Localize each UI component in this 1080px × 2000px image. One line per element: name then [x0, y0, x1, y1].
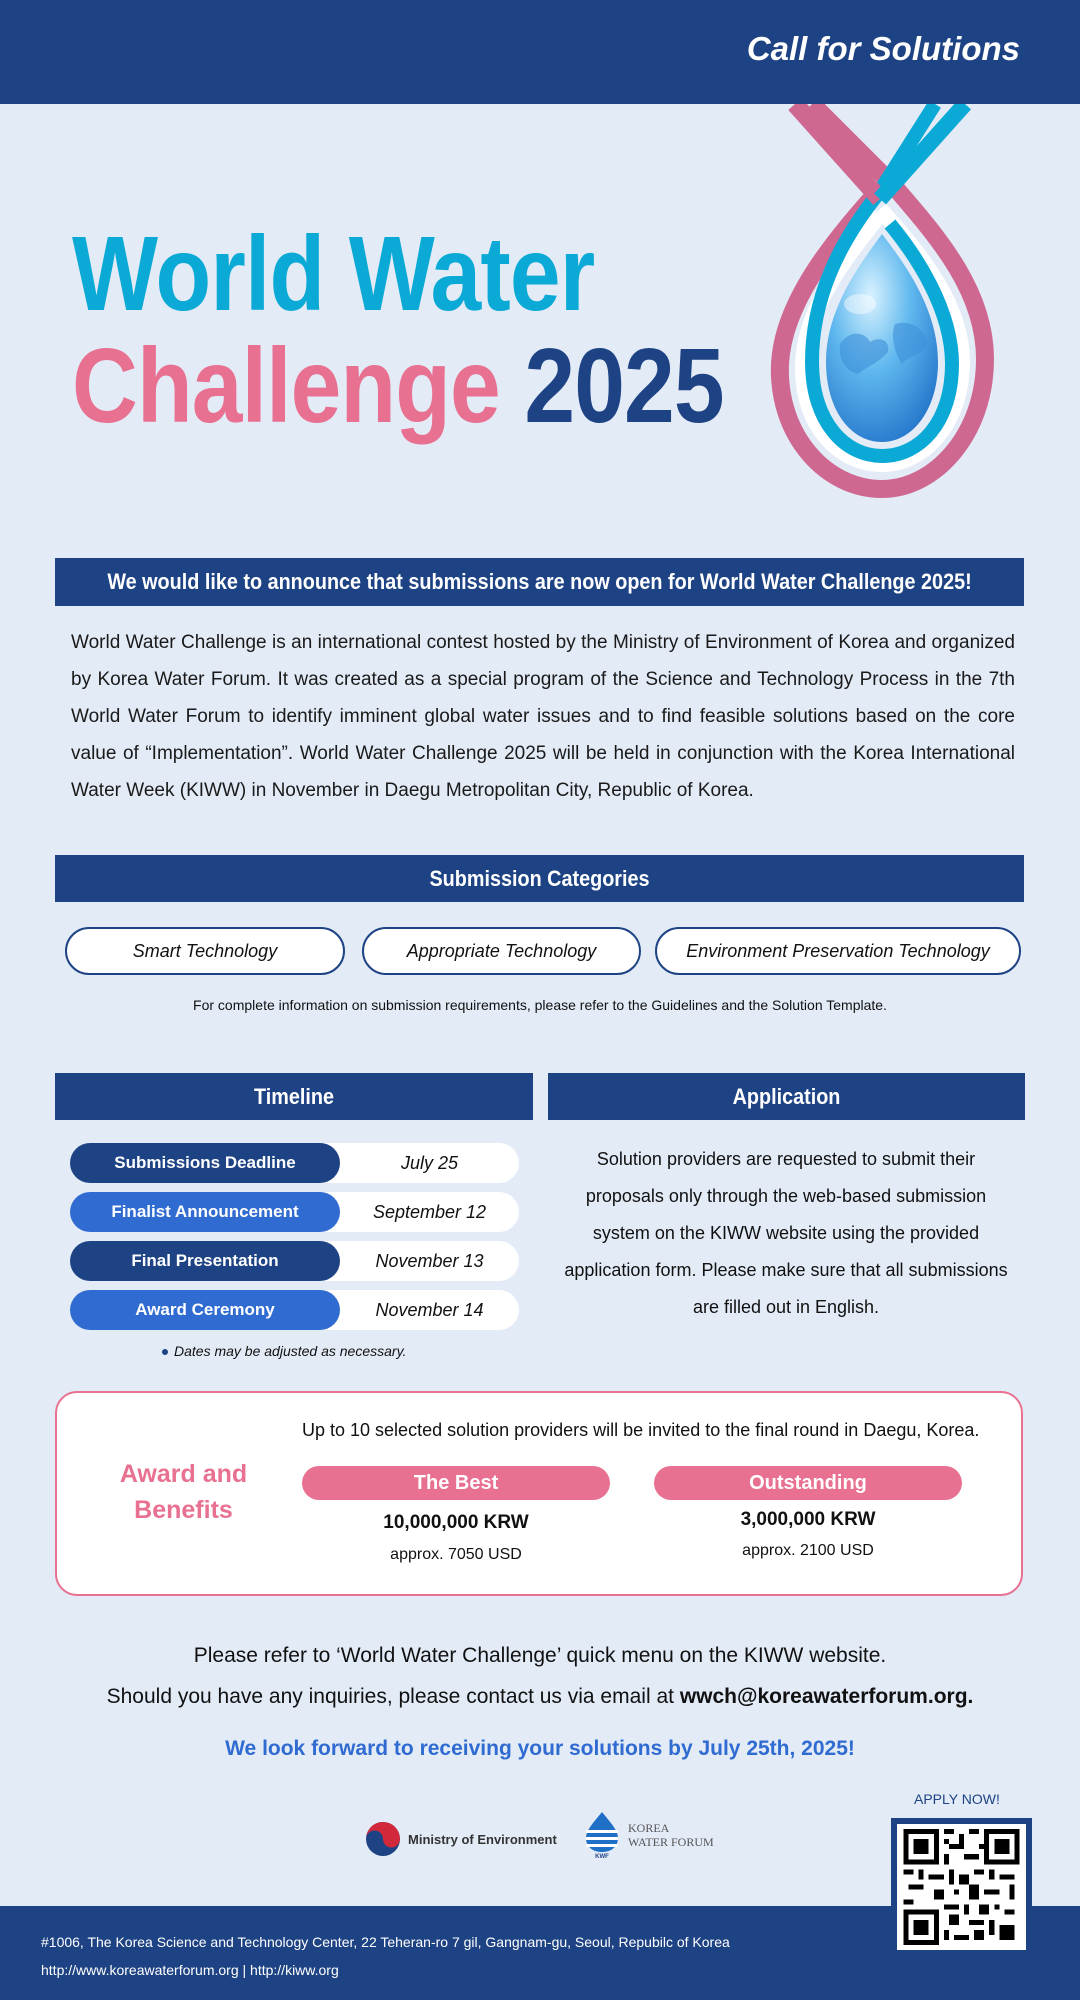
prize-amount: 3,000,000 KRW	[740, 1509, 876, 1530]
application-text: Solution providers are requested to submit their proposals only through the web-based submission system on the KIWW website using the provided application form. Please make sure that all submissions are filled out in English.	[564, 1149, 1008, 1317]
look-forward-text: We look forward to receiving your solutions by July 25th, 2025!	[225, 1737, 855, 1760]
categories-note: For complete information on submission requirements, please refer to the Guidelines and the Solution Template.	[193, 997, 887, 1013]
prize-usd: approx. 7050 USD	[390, 1546, 522, 1563]
timeline-date: September 12	[372, 1201, 487, 1222]
korea-water-forum-logo	[584, 1810, 714, 1860]
hero-title	[72, 215, 724, 445]
timeline-row	[70, 1290, 519, 1330]
prize-badge-best: The Best	[302, 1466, 610, 1500]
categories-heading-bar	[55, 855, 1024, 902]
timeline-date: July 25	[400, 1152, 459, 1173]
timeline-label: Final Presentation	[70, 1241, 340, 1281]
timeline-note-text: Dates may be adjusted as necessary.	[174, 1343, 407, 1359]
kiww-reference-text: Please refer to ‘World Water Challenge’ quick menu on the KIWW website.	[193, 1644, 887, 1667]
prize-amount: 10,000,000 KRW	[383, 1512, 529, 1533]
hero-title-challenge: Challenge	[72, 327, 500, 445]
application-heading: Application	[732, 1084, 841, 1109]
prize-usd: approx. 2100 USD	[742, 1542, 874, 1559]
taegeuk-icon	[364, 1820, 402, 1858]
award-intro: Up to 10 selected solution providers will be invited to the final round in Daegu, Korea.	[302, 1420, 980, 1440]
award-title: Award and Benefits	[119, 1460, 248, 1524]
timeline-row	[70, 1143, 519, 1183]
timeline-date: November 13	[375, 1250, 484, 1271]
footer-links[interactable]: http://www.koreawaterforum.org | http://kiww.org	[41, 1962, 339, 1978]
hero-title-line1: World Water	[72, 215, 595, 333]
kwf-line2: WATER FORUM	[628, 1835, 714, 1849]
contact-text	[0, 1685, 1080, 1709]
water-drop-logo-icon	[730, 104, 1030, 504]
ministry-of-environment-logo	[364, 1820, 557, 1858]
timeline-note	[162, 1343, 406, 1359]
ministry-name: Ministry of Environment	[408, 1831, 557, 1847]
hero-title-year: 2025	[524, 327, 724, 445]
application-heading-bar	[548, 1073, 1025, 1120]
timeline-label: Submissions Deadline	[70, 1143, 340, 1183]
kwf-drop-icon	[584, 1810, 620, 1854]
header-bar	[0, 0, 1080, 104]
category-environment-preservation: Environment Preservation Technology	[655, 927, 1021, 975]
prize-badge-outstanding: Outstanding	[654, 1466, 962, 1500]
timeline-label: Finalist Announcement	[70, 1192, 340, 1232]
timeline-row	[70, 1241, 519, 1281]
apply-now-label: APPLY NOW!	[914, 1791, 1000, 1807]
timeline-date: November 14	[375, 1299, 484, 1320]
timeline-heading: Timeline	[254, 1084, 334, 1109]
timeline-row	[70, 1192, 519, 1232]
footer-address: #1006, The Korea Science and Technology Center, 22 Teheran-ro 7 gil, Gangnam-gu, Seoul, Repubilc of Korea	[41, 1934, 730, 1950]
categories-heading: Submission Categories	[429, 866, 650, 891]
timeline-heading-bar	[55, 1073, 533, 1120]
intro-paragraph: World Water Challenge is an international contest hosted by the Ministry of Environment of Korea and organized by Korea Water Forum. It was created as a special program of the Science and Technology Process in the 7th World Water Forum to identify imminent global water issues and to find feasible solutions based on the core value of “Implementation”. World Water Challenge 2025 will be held in conjunction with the Korea International Water Week (KIWW) in November in Daegu Metropolitan City, Republic of Korea.	[71, 632, 1015, 801]
contact-prefix: Should you have any inquiries, please contact us via email at	[106, 1685, 680, 1708]
timeline-label: Award Ceremony	[70, 1290, 340, 1330]
apply-qr-code[interactable]	[891, 1818, 1032, 1956]
call-for-solutions-label: Call for Solutions	[746, 30, 1020, 67]
announcement-banner	[55, 558, 1024, 606]
bullet-icon	[162, 1349, 168, 1355]
announcement-text: We would like to announce that submissions are now open for World Water Challenge 2025!	[107, 569, 972, 594]
contact-email-link[interactable]: wwch@koreawaterforum.org.	[679, 1685, 974, 1708]
kwf-small-label: KWF	[595, 1854, 609, 1860]
category-smart-technology: Smart Technology	[65, 927, 345, 975]
kwf-line1: KOREA	[628, 1821, 670, 1835]
qr-code-icon	[897, 1824, 1026, 1950]
category-appropriate-technology: Appropriate Technology	[362, 927, 641, 975]
